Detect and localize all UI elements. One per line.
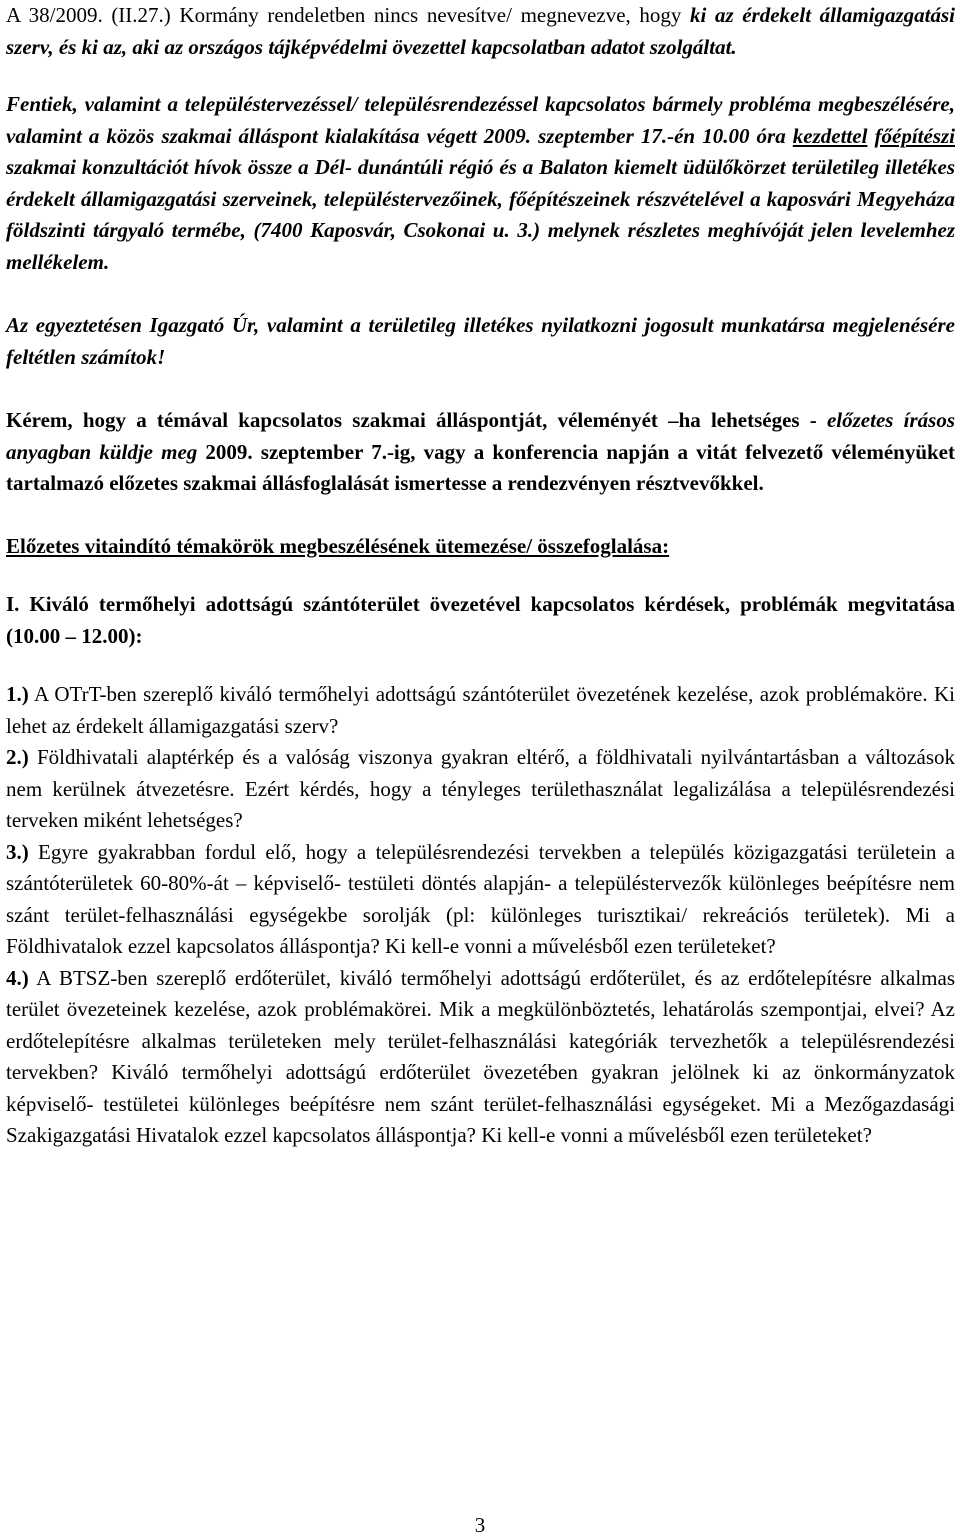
question-number: 2.): [6, 745, 29, 769]
question-text: Egyre gyakrabban fordul elő, hogy a településrendezési tervekben a település közigazgatási területein a szántóterületek 60-80%-át – képviselő- testületi döntés alapján- a településtervezők különleges beépítésre nem szánt terület-felhasználási egységekbe sorolják (pl: különleges turisztikai/ rekreációs területek). Mi a Földhivatalok ezzel kapcsolatos álláspontja? Ki kell-e vonni a művelésből ezen területeket?: [6, 839, 955, 958]
question-item: [6, 679, 955, 742]
opinion-part2: előzetes írásos anyagban küldje meg: [6, 408, 956, 464]
question-number: 4.): [6, 965, 29, 990]
opinion-part3: 2009. szeptember 7.-ig, vagy a konferencia napján a vitát felvezető véleményüket tartalmazó előzetes szakmai állásfoglalását ismertesse a rendezvényen résztvevőkkel.: [6, 439, 955, 495]
question-number: 1.): [6, 682, 29, 706]
section-title: I. Kiváló termőhelyi adottságú szántóterület övezetével kapcsolatos kérdések, problémák megvitatása (10.00 – 12.00):: [6, 592, 955, 648]
intro-lead: A 38/2009. (II.27.) Kormány rendeletben nincs nevesítve/ megnevezve, hogy: [6, 3, 690, 27]
meeting-part4: főépítészi: [874, 123, 955, 148]
meeting-paragraph: [6, 89, 955, 278]
request-paragraph: Az egyeztetésen Igazgató Úr, valamint a területileg illetékes nyilatkozni jogosult munkatársa megjelenésére feltétlen számítok!: [6, 313, 955, 369]
question-text: A BTSZ-ben szereplő erdőterület, kiváló termőhelyi adottságú erdőterület, és az erdőtelepítésre alkalmas terület övezeteinek kezelése, azok problémakörei. Mik a megkülönböztetés, lehatárolás szempontjai, elvei? Az erdőtelepítésre alkalmas területeken mely terület-felhasználási kategóriák tervezhetők a településrendezési tervekben? Kiváló termőhelyi adottságú erdőterület övezetében gyakran jelölnek ki az önkormányzatok képviselő- testületei különleges beépítésre nem szánt terület-felhasználási egységeket. Mi a Mezőgazdasági Szakigazgatási Hivatalok ezzel kapcsolatos álláspontja? Ki kell-e vonni a művelésből ezen területeket?: [6, 965, 955, 1147]
topics-heading-text: Előzetes vitaindító témakörök megbeszélésének ütemezése/ összefoglalása:: [6, 533, 670, 558]
question-text: A OTrT-ben szereplő kiváló termőhelyi adottságú szántóterület övezetének kezelése, azok problémaköre. Ki lehet az érdekelt államigazgatási szerv?: [6, 682, 955, 738]
page-number: 3: [474, 1513, 486, 1537]
opinion-part1: Kérem, hogy a témával kapcsolatos szakmai álláspontját, véleményét –ha lehetséges -: [6, 408, 827, 432]
opinion-paragraph: [6, 405, 955, 500]
question-text: Földhivatali alaptérkép és a valóság viszonya gyakran eltérő, a földhivatali nyilvántartásban a változások nem kerülnek átvezetésre. Ezért kérdés, hogy a tényleges területhasználat legalizálása a településrendezési terveken miként lehetséges?: [6, 745, 955, 832]
meeting-part5: szakmai konzultációt hívok össze a Dél- dunántúli régió és a Balaton kiemelt üdülőkörzet területileg illetékes érdekelt államigazgatási szerveinek, településtervezőinek, főépítészeinek részvételével a kaposvári Megyeháza földszinti tárgyaló termébe, (7400 Kaposvár, Csokonai u. 3.) melynek részletes meghívóját jelen levelemhez mellékelem.: [6, 155, 955, 274]
topics-heading: [6, 531, 955, 563]
document-page: [6, 0, 955, 1152]
question-item: [6, 742, 955, 837]
intro-paragraph: [6, 0, 955, 63]
question-item: [6, 837, 955, 963]
question-number: 3.): [6, 839, 29, 864]
meeting-part3: [867, 124, 874, 148]
meeting-part2: kezdettel: [792, 123, 868, 148]
intro-emphasis: ki az érdekelt államigazgatási szerv, és ki az, aki az országos tájképvédelmi övezettel kapcsolatban adatot szolgáltat.: [6, 3, 955, 59]
question-item: [6, 963, 955, 1152]
meeting-part1: Fentiek, valamint a településtervezéssel/ településrendezéssel kapcsolatos bármely probléma megbeszélésére, valamint a közös szakmai álláspont kialakítása végett 2009. szeptember 17.-én 10.00 óra: [6, 92, 955, 148]
